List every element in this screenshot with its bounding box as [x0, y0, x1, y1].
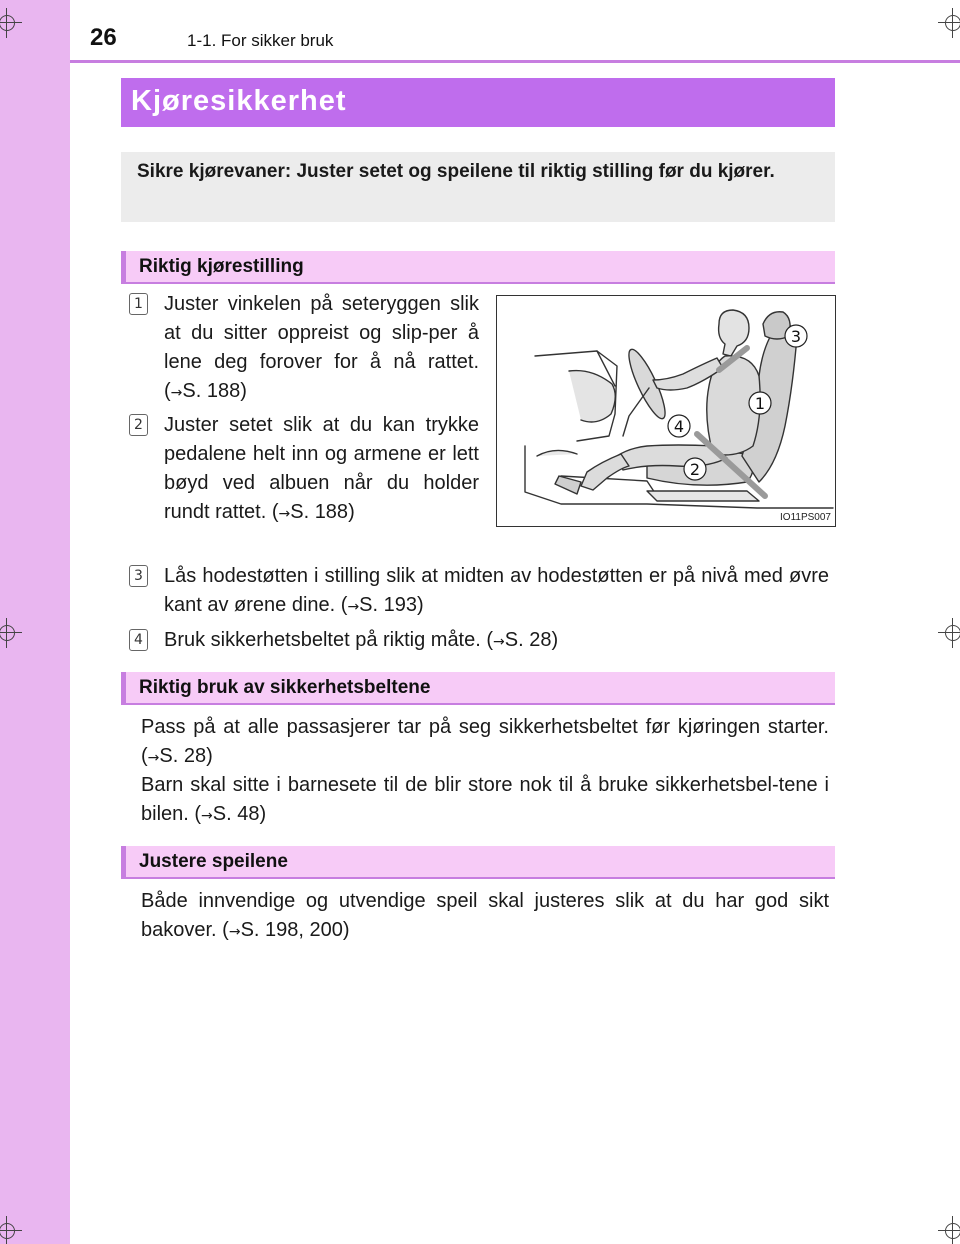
callout-label: 1 — [754, 394, 766, 413]
subhead-label: Riktig kjørestilling — [139, 256, 304, 277]
section-title: Kjøresikkerhet — [131, 85, 347, 117]
list-item — [129, 290, 479, 410]
arrow-right-icon: → — [347, 599, 360, 615]
cross-reference-link[interactable]: S. 28 — [504, 629, 552, 651]
cross-reference-link[interactable]: S. 193 — [359, 594, 417, 616]
subhead-driving-position — [121, 251, 835, 284]
section-banner — [121, 78, 835, 127]
page-number: 26 — [90, 24, 117, 51]
callout-label: 4 — [673, 417, 685, 436]
item-body: Juster setet slik at du kan trykke pedalene helt inn og armene er lett bøyd ved albuen når du holder rundt rattet. — [164, 414, 479, 523]
arrow-right-icon: → — [228, 924, 241, 940]
seatbelt-paragraph-2: Barn skal sitte i barnesete til de blir store nok til å bruke sikkerhetsbel-tene i bilen. (→S. 48) — [141, 774, 829, 825]
cross-reference-link[interactable]: S. 188 — [290, 501, 349, 523]
item-number-badge: 2 — [129, 414, 148, 436]
callout-label: 3 — [790, 327, 802, 346]
item-number-badge: 1 — [129, 293, 148, 315]
figure-code: IO11PS007 — [780, 512, 831, 523]
cross-reference-link[interactable]: S. 188 — [182, 380, 241, 402]
registration-mark-mid-right-icon — [938, 618, 960, 648]
item-text: Juster vinkelen på seteryggen slik at du sitter oppreist og slip-per å lene deg forover for å nå rattet. (→S. 188) — [164, 293, 479, 402]
registration-mark-top-right-icon — [938, 8, 960, 38]
item-text: Juster setet slik at du kan trykke pedalene helt inn og armene er lett bøyd ved albuen når du holder rundt rattet. (→S. 188) — [164, 414, 479, 523]
item-body: Juster vinkelen på seteryggen slik at du sitter oppreist og slip-per å lene deg forover for å nå rattet. — [164, 293, 479, 373]
list-item — [129, 411, 479, 561]
registration-mark-bottom-right-icon — [938, 1216, 960, 1244]
cross-reference-link[interactable]: S. 48 — [212, 803, 260, 825]
cross-reference-link[interactable]: S. 28 — [159, 745, 207, 767]
chapter-title: 1-1. For sikker bruk — [187, 31, 334, 50]
subhead-label: Riktig bruk av sikkerhetsbeltene — [139, 677, 431, 698]
arrow-right-icon: → — [201, 808, 213, 824]
item-number-badge: 4 — [129, 629, 148, 651]
arrow-right-icon: → — [278, 506, 291, 522]
seatbelt-paragraph-1: Pass på at alle passasjerer tar på seg sikkerhetsbeltet før kjøringen starter. (→S. 28) — [141, 716, 829, 767]
item-body: Lås hodestøtten i stilling slik at midten av hodestøtten er på nivå med øvre kant av ørene dine. — [164, 565, 829, 616]
subhead-seatbelt-use — [121, 672, 835, 705]
list-item — [129, 562, 835, 622]
intro-box: Sikre kjørevaner: Juster setet og speilene til riktig stilling før du kjører. — [121, 152, 835, 222]
mirrors-paragraph: Både innvendige og utvendige speil skal justeres slik at du har god sikt bakover. (→S. 198, 200) — [141, 890, 829, 941]
paragraph-text: Barn skal sitte i barnesete til de blir store nok til å bruke sikkerhetsbel-tene i bilen. — [141, 774, 829, 825]
item-text: Lås hodestøtten i stilling slik at midten av hodestøtten er på nivå med øvre kant av ørene dine. (→S. 193) — [164, 565, 829, 616]
item-number-badge: 3 — [129, 565, 148, 587]
registration-mark-mid-left-icon — [0, 618, 22, 648]
subhead-adjust-mirrors — [121, 846, 835, 879]
header-divider — [70, 60, 960, 63]
callout-label: 2 — [689, 460, 701, 479]
arrow-right-icon: → — [147, 750, 160, 766]
list-item — [129, 626, 835, 656]
driver-seating-figure — [496, 295, 836, 527]
subhead-label: Justere speilene — [139, 851, 288, 872]
paragraph-text: Både innvendige og utvendige speil skal justeres slik at du har god sikt bakover. — [141, 890, 829, 941]
paragraph-text: Pass på at alle passasjerer tar på seg sikkerhetsbeltet før kjøringen starter. — [141, 716, 829, 738]
arrow-right-icon: → — [493, 634, 505, 650]
registration-mark-top-left-icon — [0, 8, 22, 38]
cross-reference-link[interactable]: S. 198, 200 — [240, 919, 343, 941]
arrow-right-icon: → — [170, 385, 183, 401]
item-body: Bruk sikkerhetsbeltet på riktig måte. — [164, 629, 481, 651]
registration-mark-bottom-left-icon — [0, 1216, 22, 1244]
driver-seating-position-illustration-icon — [497, 296, 837, 528]
item-text: Bruk sikkerhetsbeltet på riktig måte. (→S. 28) — [164, 629, 559, 651]
